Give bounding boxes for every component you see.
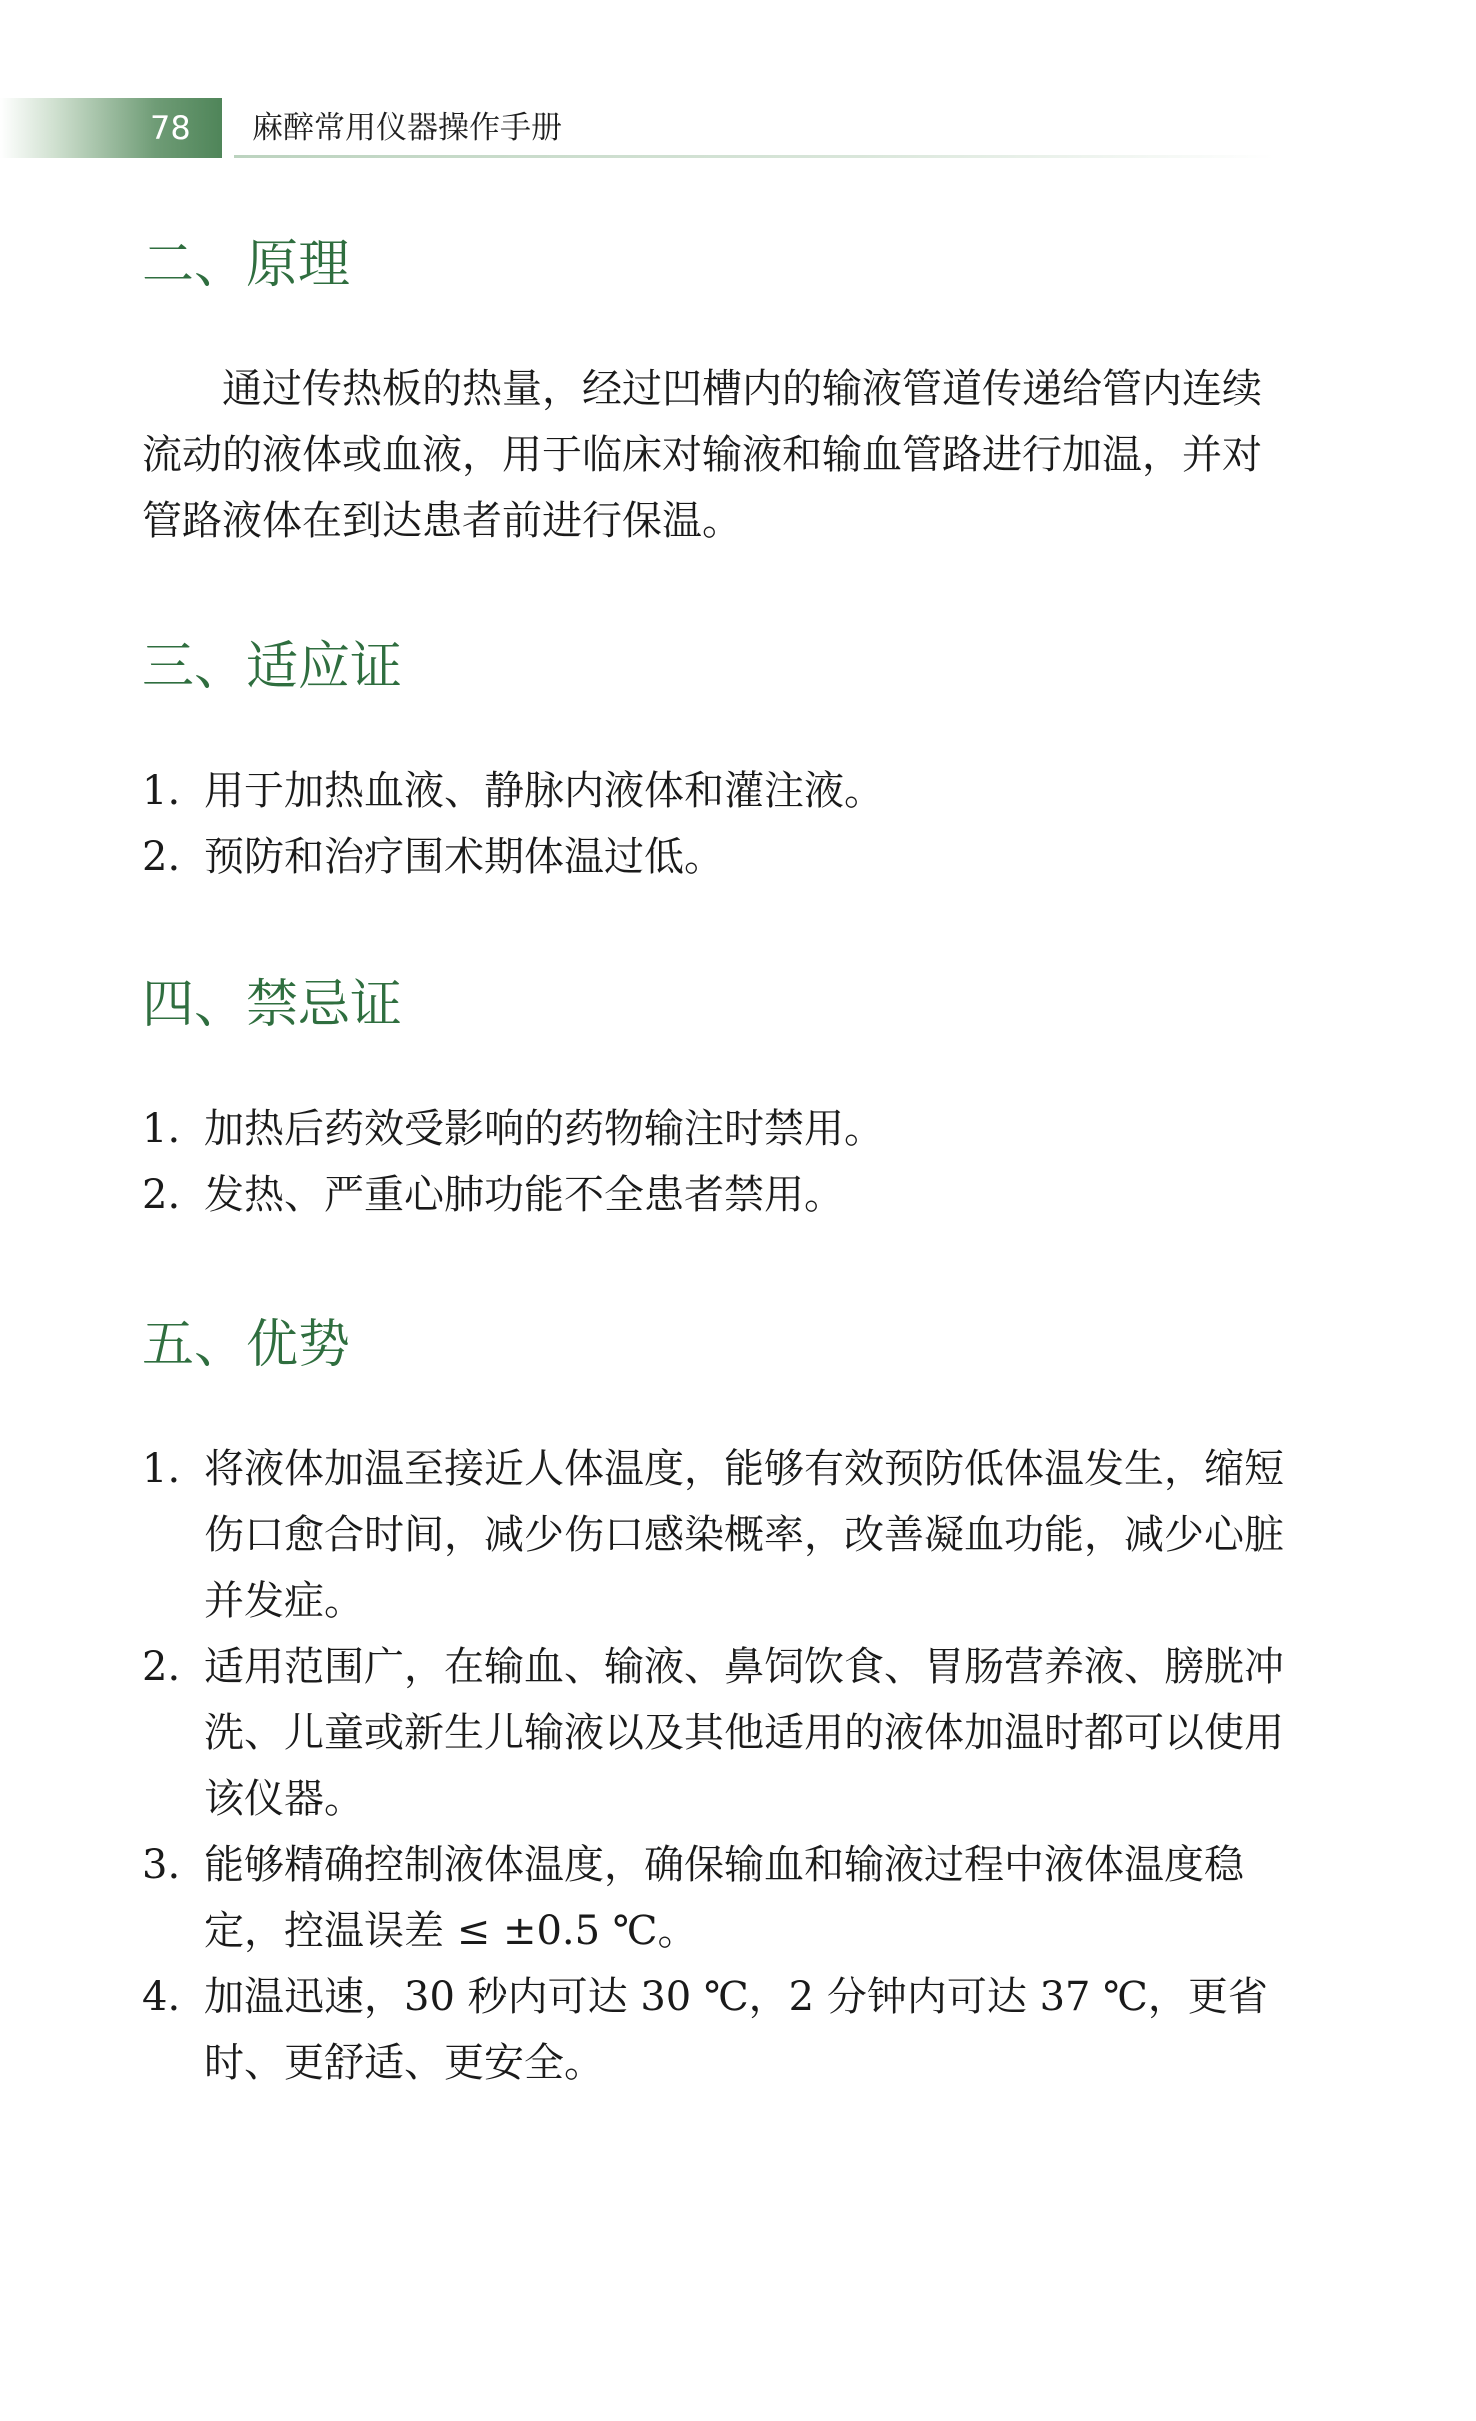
list-item-number: 2. (142, 834, 181, 880)
section-heading-advantages: 五、优势 (142, 1315, 351, 1375)
list-item-number: 4. (142, 1974, 181, 2020)
list-item (142, 1964, 1292, 2096)
list-item (142, 824, 1292, 890)
book-title: 麻醉常用仪器操作手册 (252, 110, 562, 146)
list-item-text: 加热后药效受影响的药物输注时禁用。 (204, 1106, 884, 1152)
list-item (142, 1634, 1292, 1832)
contraindications-list (142, 1096, 1292, 1228)
list-item-text: 能够精确控制液体温度，确保输血和输液过程中液体温度稳定，控温误差 ≤ ±0.5 ℃。 (204, 1842, 1244, 1954)
section-heading-principle: 二、原理 (142, 235, 351, 295)
list-item-number: 3. (142, 1842, 181, 1888)
list-item-number: 2. (142, 1644, 181, 1690)
list-item-text: 加温迅速，30 秒内可达 30 ℃，2 分钟内可达 37 ℃，更省时、更舒适、更安全。 (204, 1974, 1268, 2086)
list-item-text: 适用范围广，在输血、输液、鼻饲饮食、胃肠营养液、膀胱冲洗、儿童或新生儿输液以及其他适用的液体加温时都可以使用该仪器。 (204, 1644, 1284, 1822)
header-divider (234, 155, 1274, 158)
page-number: 78 (150, 109, 191, 147)
page-number-tab (0, 98, 222, 158)
principle-paragraph: 通过传热板的热量，经过凹槽内的输液管道传递给管内连续流动的液体或血液，用于临床对输液和输血管路进行加温，并对管路液体在到达患者前进行保温。 (142, 366, 1262, 544)
indications-list (142, 758, 1292, 890)
list-item-number: 1. (142, 768, 181, 814)
list-item (142, 1096, 1292, 1162)
list-item (142, 758, 1292, 824)
page-header (0, 98, 1476, 158)
list-item-text: 发热、严重心肺功能不全患者禁用。 (204, 1172, 844, 1218)
list-item (142, 1832, 1292, 1964)
list-item-text: 用于加热血液、静脉内液体和灌注液。 (204, 768, 884, 814)
list-item (142, 1436, 1292, 1634)
list-item-number: 2. (142, 1172, 181, 1218)
list-item-number: 1. (142, 1446, 181, 1492)
list-item (142, 1162, 1292, 1228)
list-item-number: 1. (142, 1106, 181, 1152)
list-item-text: 将液体加温至接近人体温度，能够有效预防低体温发生，缩短伤口愈合时间，减少伤口感染概率，改善凝血功能，减少心脏并发症。 (204, 1446, 1284, 1624)
section-heading-indications: 三、适应证 (142, 637, 403, 697)
section-heading-contraindications: 四、禁忌证 (142, 975, 403, 1035)
advantages-list (142, 1436, 1292, 2096)
page-content (142, 230, 1292, 2096)
list-item-text: 预防和治疗围术期体温过低。 (204, 834, 724, 880)
